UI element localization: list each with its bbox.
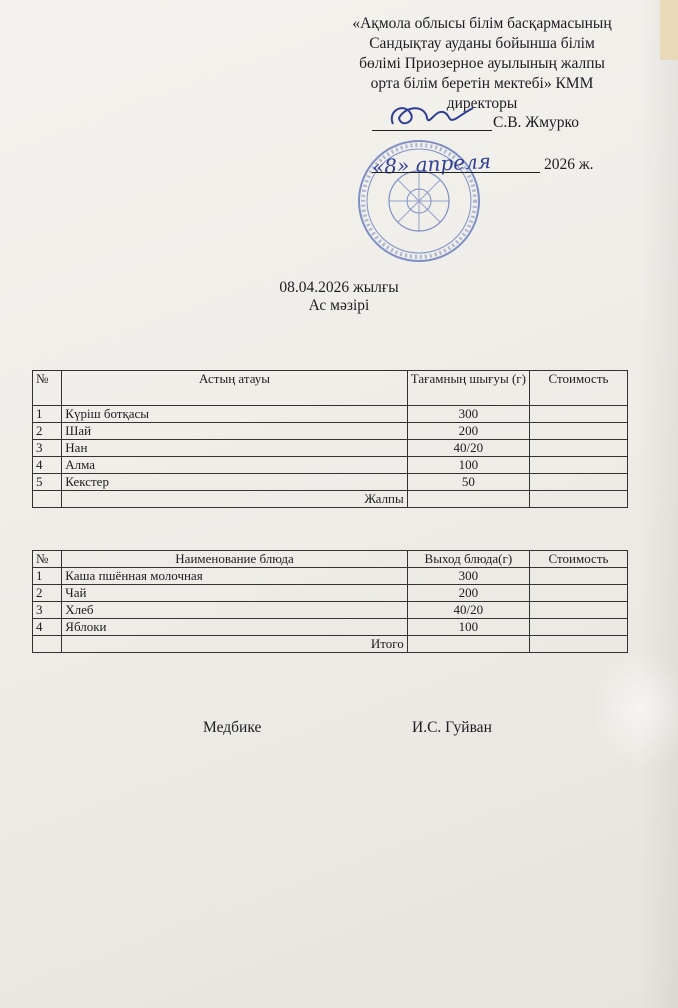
header-portion: Выход блюда(г) [407,551,529,568]
row-number: 1 [33,568,62,585]
date-line [372,172,540,173]
approval-line: орта білім беретін мектебі» КММ [370,75,594,92]
row-portion: 40/20 [407,602,529,619]
header-cost: Стоимость [529,371,627,406]
approval-line: «Ақмола облысы білім басқармасының [352,15,612,32]
table-row [33,585,628,602]
menu-table-kz [32,370,628,508]
row-dish-name: Нан [62,440,407,457]
table-total-row [33,491,628,508]
row-cost [529,474,627,491]
row-cost [529,619,627,636]
row-cost [529,423,627,440]
table-row [33,602,628,619]
header-portion: Тағамның шығуы (г) [407,371,529,406]
table-row [33,423,628,440]
approval-line: Сандықтау ауданы бойынша білім [369,35,595,52]
row-dish-name: Хлеб [62,602,407,619]
row-portion: 200 [407,585,529,602]
light-glare [590,650,678,770]
row-dish-name: Шай [62,423,407,440]
signer-role: Медбике [203,719,262,736]
menu-table-ru [32,550,628,653]
approval-block [332,14,632,114]
row-cost [529,406,627,423]
row-portion: 50 [407,474,529,491]
row-portion: 40/20 [407,440,529,457]
header-number: № [33,371,62,406]
total-empty-cell [407,636,529,653]
row-dish-name: Күріш ботқасы [62,406,407,423]
table-total-row [33,636,628,653]
table-row [33,619,628,636]
signature-line [372,130,492,131]
table-header-row [33,551,628,568]
row-cost [529,585,627,602]
row-number: 5 [33,474,62,491]
row-dish-name: Алма [62,457,407,474]
total-empty-cell [529,491,627,508]
signer-name: И.С. Гуйван [412,719,492,736]
row-dish-name: Яблоки [62,619,407,636]
paper-shadow [638,0,678,1008]
document-date: 08.04.2026 жылғы [279,279,399,296]
row-portion: 100 [407,619,529,636]
table-row [33,568,628,585]
row-portion: 300 [407,406,529,423]
approval-line: директоры [446,95,518,112]
approval-year: 2026 ж. [544,156,594,173]
total-empty-cell [407,491,529,508]
header-number: № [33,551,62,568]
total-empty-cell [33,491,62,508]
handwritten-date: «8» апреля [371,148,492,180]
table-row [33,406,628,423]
total-label: Жалпы [62,491,407,508]
row-cost [529,568,627,585]
header-dish-name: Астың атауы [62,371,407,406]
approval-line: бөлімі Приозерное ауылының жалпы [359,55,605,72]
total-empty-cell [529,636,627,653]
row-number: 3 [33,602,62,619]
row-number: 4 [33,457,62,474]
row-dish-name: Кекстер [62,474,407,491]
row-dish-name: Каша пшённая молочная [62,568,407,585]
row-cost [529,602,627,619]
row-cost [529,440,627,457]
row-dish-name: Чай [62,585,407,602]
table-header-row [33,371,628,406]
table-row [33,440,628,457]
row-cost [529,457,627,474]
row-number: 2 [33,423,62,440]
total-empty-cell [33,636,62,653]
row-number: 3 [33,440,62,457]
row-number: 4 [33,619,62,636]
header-cost: Стоимость [529,551,627,568]
edge-stripe [660,0,678,60]
row-number: 1 [33,406,62,423]
director-name: С.В. Жмурко [493,114,579,131]
row-portion: 300 [407,568,529,585]
header-dish-name: Наименование блюда [62,551,407,568]
row-number: 2 [33,585,62,602]
total-label: Итого [62,636,407,653]
table-row [33,457,628,474]
row-portion: 200 [407,423,529,440]
table-row [33,474,628,491]
document-title: Ас мәзірі [308,297,370,314]
row-portion: 100 [407,457,529,474]
